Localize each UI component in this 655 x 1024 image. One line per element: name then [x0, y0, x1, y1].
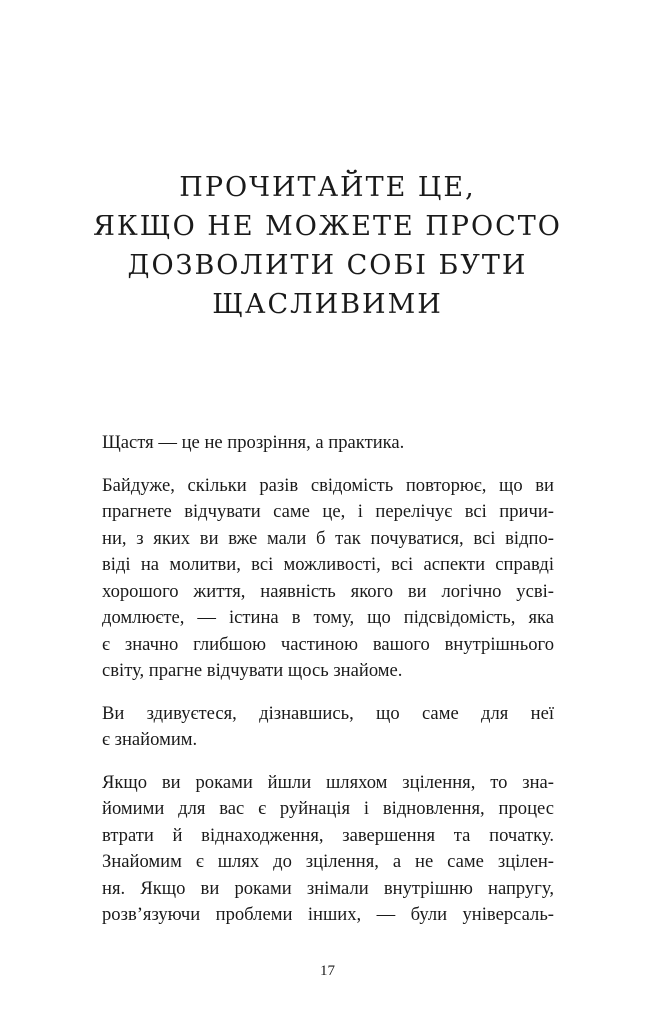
text-line: прагнете відчувати саме це, і перелічує всі причи- [102, 501, 554, 522]
text-line: Знайомим є шлях до зцілення, а не саме зцілен- [102, 851, 554, 872]
chapter-title-line: ЯКЩО НЕ МОЖЕТЕ ПРОСТО [93, 211, 562, 242]
text-line: світу, прагне відчувати щось знайоме. [102, 660, 403, 681]
text-line: Байдуже, скільки разів свідомість повторює, що ви [102, 474, 554, 496]
text-line: хорошого життя, наявність якого ви логічно усві- [102, 580, 554, 602]
text-line: йомими для вас є руйнація і відновлення, процес [102, 798, 554, 819]
paragraph [102, 430, 554, 457]
text-line: розв’язуючи проблеми інших, — були універсаль- [102, 904, 554, 925]
text-line: Щастя — це не прозріння, а практика. [102, 432, 405, 453]
chapter-body [102, 430, 554, 945]
chapter-title-line: ДОЗВОЛИТИ СОБІ БУТИ [127, 250, 528, 281]
text-line: є знайомим. [102, 729, 198, 750]
text-line: віді на молитви, всі можливості, всі аспекти справді [102, 554, 554, 575]
paragraph [102, 770, 554, 929]
chapter-title-line: ПРОЧИТАЙТЕ ЦЕ, [179, 172, 476, 203]
text-line: Ви здивуєтеся, дізнавшись, що саме для неї [102, 702, 554, 724]
page-number: 17 [320, 963, 335, 979]
text-line: ня. Якщо ви роками знімали внутрішню напругу, [102, 877, 554, 899]
text-line: ни, з яких ви вже мали б так почуватися, всі відпо- [102, 527, 554, 549]
chapter-title [0, 168, 655, 324]
text-line: є значно глибшою частиною вашого внутрішнього [102, 633, 554, 655]
text-line: втрати й віднаходження, завершення та початку. [102, 824, 554, 846]
text-line: Якщо ви роками йшли шляхом зцілення, то зна- [102, 771, 554, 793]
chapter-title-line: ЩАСЛИВИМИ [212, 289, 443, 320]
text-line: домлюєте, — істина в тому, що підсвідомість, яка [102, 607, 554, 628]
paragraph [102, 473, 554, 685]
paragraph [102, 701, 554, 754]
